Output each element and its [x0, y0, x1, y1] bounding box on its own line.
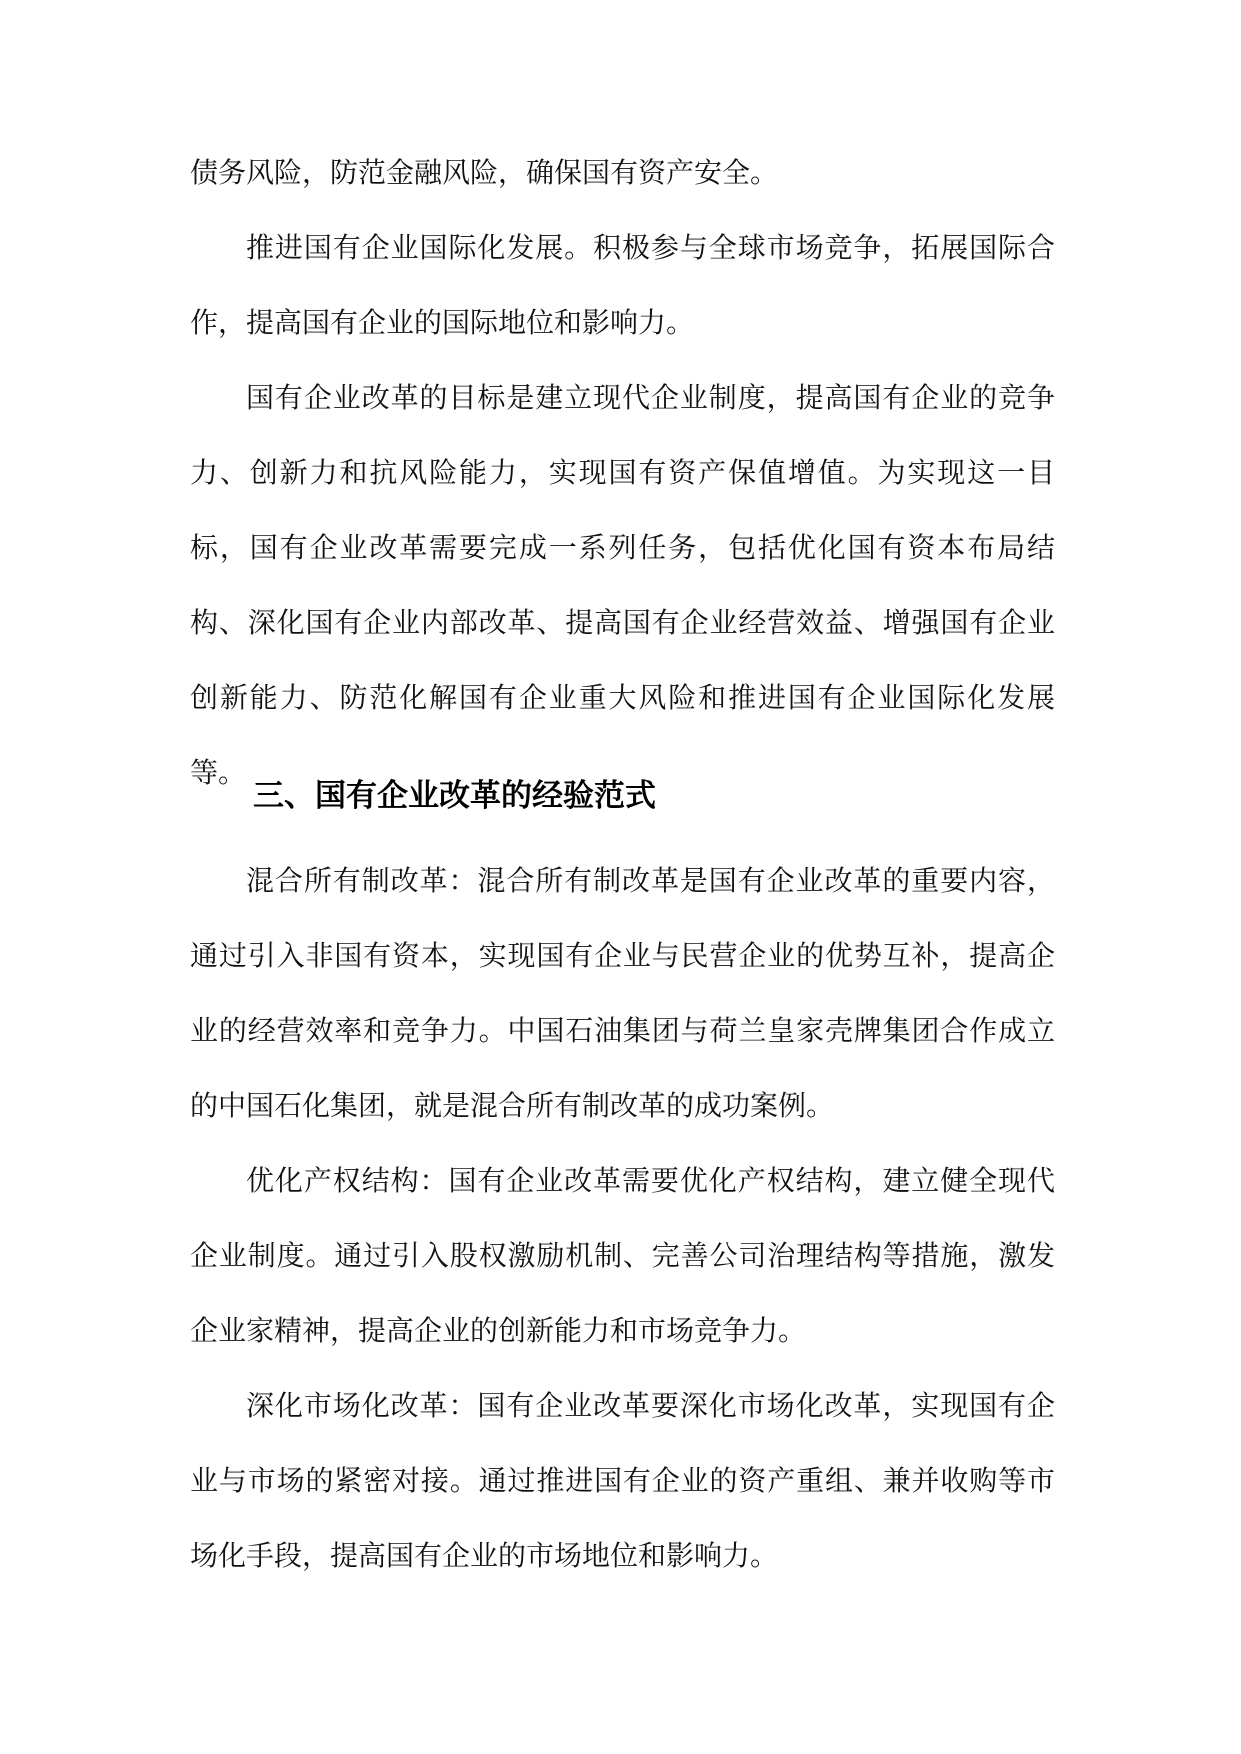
paragraph-reform-goals: 国有企业改革的目标是建立现代企业制度，提高国有企业的竞争力、创新力和抗风险能力，实现国有资产保值增值。为实现这一目标，国有企业改革需要完成一系列任务，包括优化国有资本布局结构、深化国有企业内部改革、提高国有企业经营效益、增强国有企业创新能力、防范化解国有企业重大风险和推进国有企业国际化发展等。 — [190, 381, 1055, 789]
section-heading: 三、国有企业改革的经验范式 — [253, 778, 656, 814]
paragraph-internationalization: 推进国有企业国际化发展。积极参与全球市场竞争，拓展国际合作，提高国有企业的国际地位和影响力。 — [190, 231, 1055, 339]
paragraph-debt-risk-continuation: 债务风险，防范金融风险，确保国有资产安全。 — [190, 156, 779, 189]
paragraph-property-rights: 优化产权结构：国有企业改革需要优化产权结构，建立健全现代企业制度。通过引入股权激励机制、完善公司治理结构等措施，激发企业家精神，提高企业的创新能力和市场竞争力。 — [190, 1164, 1055, 1347]
paragraph-mixed-ownership: 混合所有制改革：混合所有制改革是国有企业改革的重要内容，通过引入非国有资本，实现国有企业与民营企业的优势互补，提高企业的经营效率和竞争力。中国石油集团与荷兰皇家壳牌集团合作成立的中国石化集团，就是混合所有制改革的成功案例。 — [190, 864, 1055, 1122]
paragraph-market-reform: 深化市场化改革：国有企业改革要深化市场化改革，实现国有企业与市场的紧密对接。通过推进国有企业的资产重组、兼并收购等市场化手段，提高国有企业的市场地位和影响力。 — [190, 1389, 1055, 1572]
